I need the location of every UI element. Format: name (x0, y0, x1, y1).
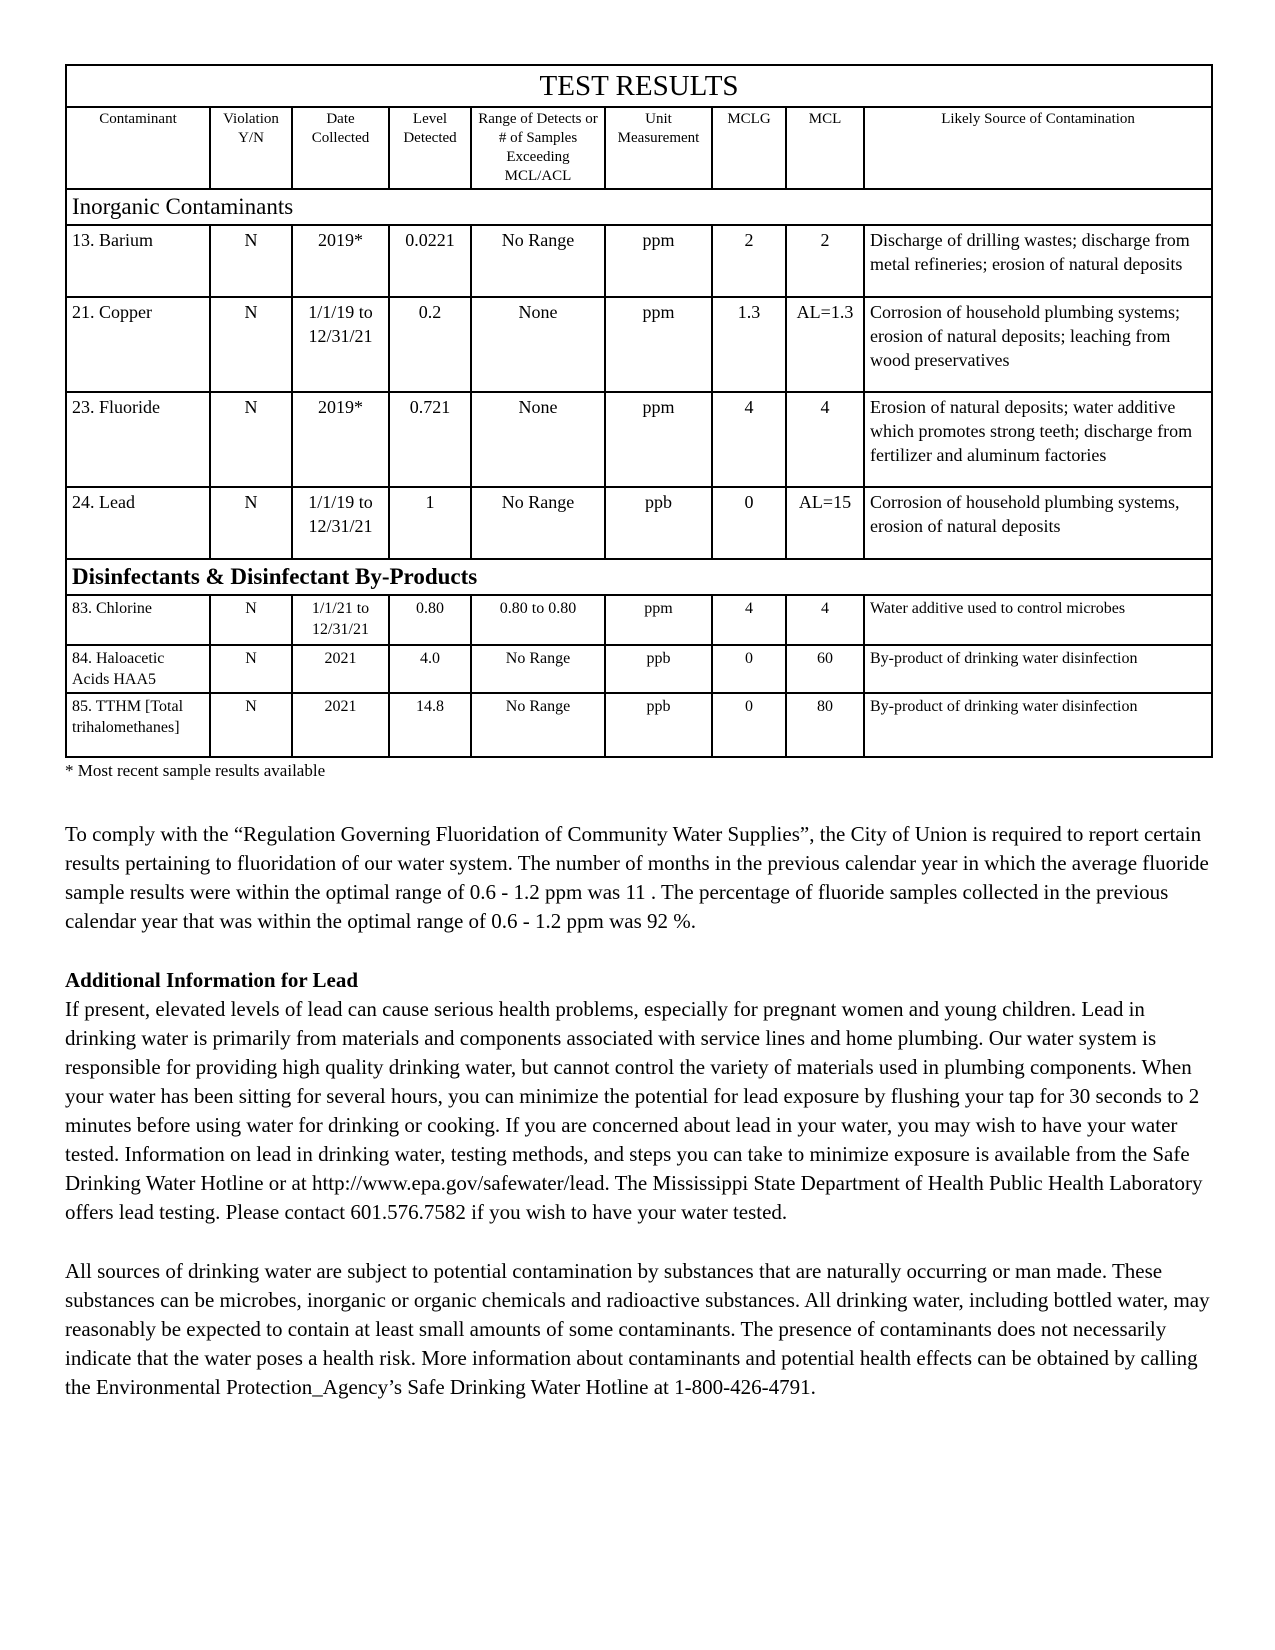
cell-range: None (471, 297, 605, 392)
cell-mcl: 80 (786, 693, 864, 757)
section-disinfectants: Disinfectants & Disinfectant By-Products (66, 559, 1212, 595)
col-header-unit: Unit Measurement (605, 107, 712, 189)
cell-mclg: 4 (712, 392, 786, 487)
cell-range: No Range (471, 645, 605, 693)
cell-level: 4.0 (389, 645, 471, 693)
cell-unit: ppm (605, 225, 712, 297)
cell-mcl: 2 (786, 225, 864, 297)
cell-date: 2021 (292, 693, 389, 757)
col-header-date: Date Collected (292, 107, 389, 189)
cell-date: 1/1/19 to 12/31/21 (292, 297, 389, 392)
cell-level: 0.0221 (389, 225, 471, 297)
cell-date: 2021 (292, 645, 389, 693)
lead-heading: Additional Information for Lead (65, 968, 359, 992)
cell-mclg: 2 (712, 225, 786, 297)
cell-date: 1/1/19 to 12/31/21 (292, 487, 389, 559)
cell-contaminant: 24. Lead (66, 487, 210, 559)
cell-unit: ppm (605, 297, 712, 392)
cell-contaminant: 13. Barium (66, 225, 210, 297)
cell-unit: ppb (605, 693, 712, 757)
table-row (66, 693, 1212, 757)
cell-mcl: AL=1.3 (786, 297, 864, 392)
cell-violation: N (210, 693, 292, 757)
cell-violation: N (210, 297, 292, 392)
cell-mclg: 1.3 (712, 297, 786, 392)
cell-date: 2019* (292, 392, 389, 487)
cell-mcl: 4 (786, 392, 864, 487)
cell-level: 0.721 (389, 392, 471, 487)
cell-unit: ppm (605, 595, 712, 645)
table-row (66, 225, 1212, 297)
document-page (65, 64, 1211, 1402)
cell-violation: N (210, 645, 292, 693)
table-row (66, 297, 1212, 392)
cell-source: Water additive used to control microbes (864, 595, 1212, 645)
cell-contaminant: 85. TTHM [Total trihalomethanes] (66, 693, 210, 757)
cell-mcl: AL=15 (786, 487, 864, 559)
cell-mclg: 0 (712, 693, 786, 757)
table-row (66, 595, 1212, 645)
col-header-contaminant: Contaminant (66, 107, 210, 189)
table-row (66, 487, 1212, 559)
cell-violation: N (210, 392, 292, 487)
lead-paragraph: If present, elevated levels of lead can cause serious health problems, especially for pregnant women and young children. Lead in drinking water is primarily from materials and components associated with service lines and home plumbing. Our water system is responsible for providing high quality drinking water, but cannot control the variety of materials used in plumbing components. When your water has been sitting for several hours, you can minimize the potential for lead exposure by flushing your tap for 30 seconds to 2 minutes before using water for drinking or cooking. If you are concerned about lead in your water, you may wish to have your water tested. Information on lead in drinking water, testing methods, and steps you can take to minimize exposure is available from the Safe Drinking Water Hotline or at http://www.epa.gov/safewater/lead. The Mississippi State Department of Health Public Health Laboratory offers lead testing. Please contact 601.576.7582 if you wish to have your water tested. (65, 997, 1203, 1224)
cell-mclg: 0 (712, 645, 786, 693)
table-row (66, 392, 1212, 487)
cell-mcl: 60 (786, 645, 864, 693)
col-header-mclg: MCLG (712, 107, 786, 189)
cell-contaminant: 23. Fluoride (66, 392, 210, 487)
cell-source: Corrosion of household plumbing systems, erosion of natural deposits (864, 487, 1212, 559)
table-footnote: * Most recent sample results available (65, 761, 326, 780)
col-header-range: Range of Detects or # of Samples Exceeding MCL/ACL (471, 107, 605, 189)
table-title: TEST RESULTS (66, 65, 1212, 107)
test-results-table (65, 64, 1213, 758)
section-inorganic: Inorganic Contaminants (66, 189, 1212, 225)
cell-level: 0.80 (389, 595, 471, 645)
cell-range: No Range (471, 225, 605, 297)
cell-unit: ppm (605, 392, 712, 487)
cell-contaminant: 83. Chlorine (66, 595, 210, 645)
cell-date: 2019* (292, 225, 389, 297)
cell-source: Erosion of natural deposits; water additive which promotes strong teeth; discharge from fertilizer and aluminum factories (864, 392, 1212, 487)
cell-unit: ppb (605, 645, 712, 693)
col-header-level: Level Detected (389, 107, 471, 189)
cell-contaminant: 84. Haloacetic Acids HAA5 (66, 645, 210, 693)
col-header-source: Likely Source of Contamination (864, 107, 1212, 189)
fluoride-paragraph: To comply with the “Regulation Governing Fluoridation of Community Water Supplies”, the City of Union is required to report certain results pertaining to fluoridation of our water system. The number of months in the previous calendar year in which the average fluoride sample results were within the optimal range of 0.6 - 1.2 ppm was 11 . The percentage of fluoride samples collected in the previous calendar year that was within the optimal range of 0.6 - 1.2 ppm was 92 %. (65, 822, 1209, 933)
cell-range: 0.80 to 0.80 (471, 595, 605, 645)
cell-level: 1 (389, 487, 471, 559)
cell-range: No Range (471, 487, 605, 559)
cell-mclg: 0 (712, 487, 786, 559)
col-header-mcl: MCL (786, 107, 864, 189)
cell-level: 14.8 (389, 693, 471, 757)
cell-mcl: 4 (786, 595, 864, 645)
cell-source: Corrosion of household plumbing systems; erosion of natural deposits; leaching from wood preservatives (864, 297, 1212, 392)
cell-violation: N (210, 225, 292, 297)
cell-range: No Range (471, 693, 605, 757)
cell-source: By-product of drinking water disinfection (864, 693, 1212, 757)
table-row (66, 645, 1212, 693)
cell-contaminant: 21. Copper (66, 297, 210, 392)
cell-violation: N (210, 595, 292, 645)
cell-source: By-product of drinking water disinfection (864, 645, 1212, 693)
col-header-violation: Violation Y/N (210, 107, 292, 189)
cell-mclg: 4 (712, 595, 786, 645)
sources-paragraph: All sources of drinking water are subject to potential contamination by substances that are naturally occurring or man made. These substances can be microbes, inorganic or organic chemicals and radioactive substances. All drinking water, including bottled water, may reasonably be expected to contain at least small amounts of some contaminants. The presence of contaminants does not necessarily indicate that the water poses a health risk. More information about contaminants and potential health effects can be obtained by calling the Environmental Protection_Agency’s Safe Drinking Water Hotline at 1-800-426-4791. (65, 1259, 1210, 1399)
cell-violation: N (210, 487, 292, 559)
cell-level: 0.2 (389, 297, 471, 392)
cell-source: Discharge of drilling wastes; discharge from metal refineries; erosion of natural deposits (864, 225, 1212, 297)
cell-range: None (471, 392, 605, 487)
cell-date: 1/1/21 to 12/31/21 (292, 595, 389, 645)
cell-unit: ppb (605, 487, 712, 559)
